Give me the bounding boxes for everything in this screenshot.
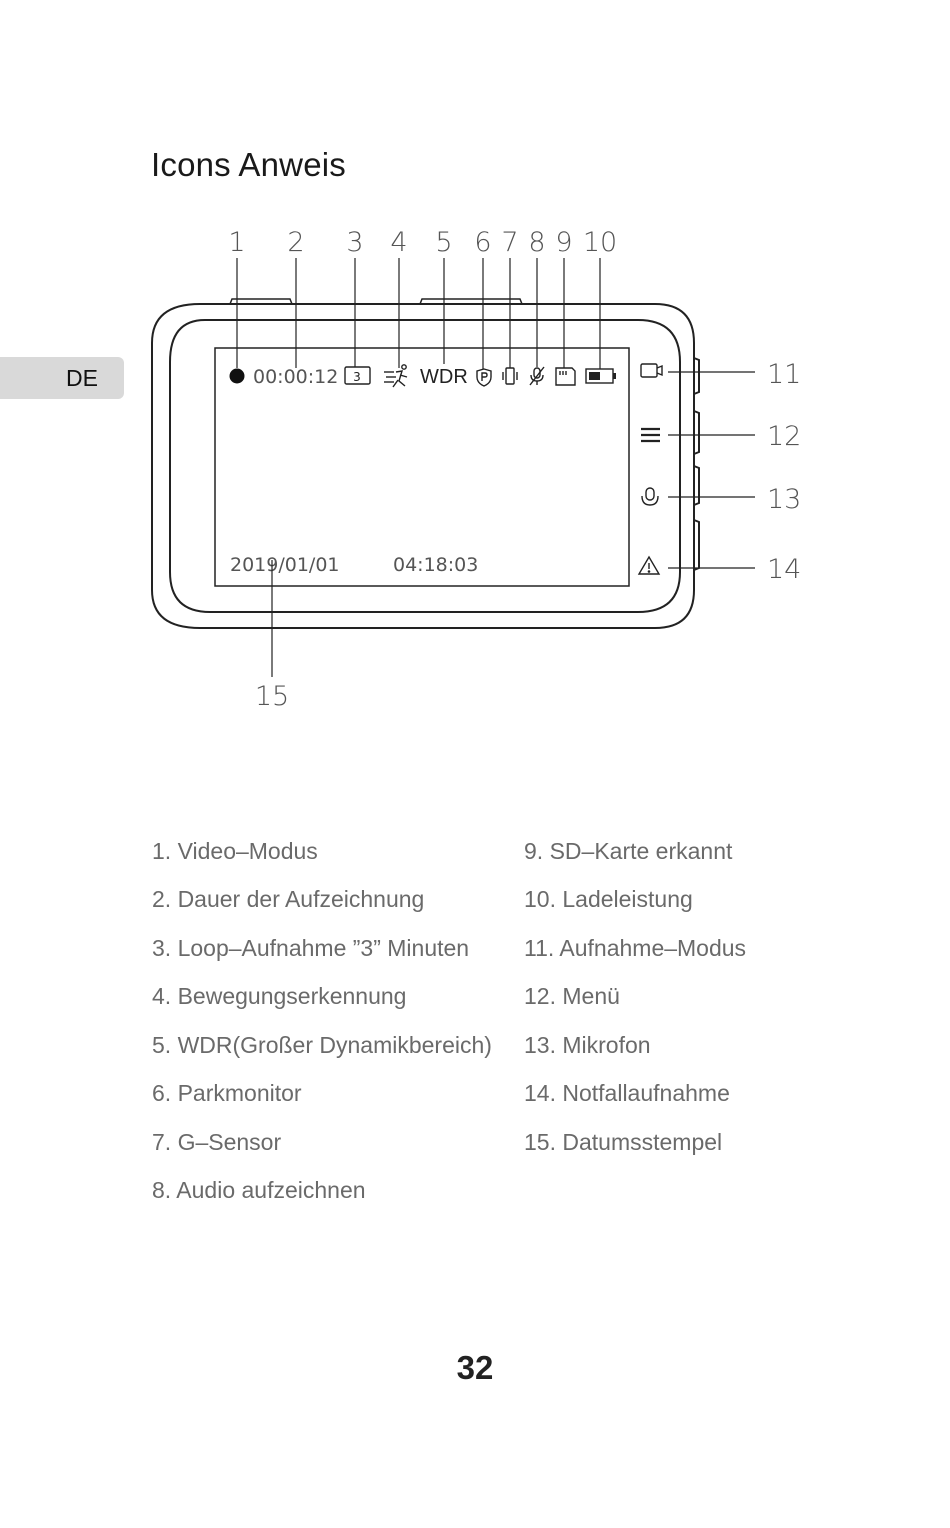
- callout-7: 7: [501, 227, 519, 258]
- legend-item: 15. Datumsstempel: [524, 1129, 723, 1155]
- legend-item: 9. SD–Karte erkannt: [524, 838, 733, 864]
- legend-item: 5. WDR(Großer Dynamikbereich): [152, 1032, 492, 1058]
- callout-5: 5: [435, 227, 453, 258]
- record-dot-icon: [230, 369, 245, 384]
- legend-item: 12. Menü: [524, 983, 620, 1009]
- menu-icon: [641, 429, 660, 441]
- callout-13: 13: [767, 484, 802, 515]
- loop-minutes: 3: [353, 370, 361, 384]
- wdr-label: WDR: [420, 366, 468, 388]
- legend-item: 3. Loop–Aufnahme ”3” Minuten: [152, 935, 470, 961]
- record-time: 00:00:12: [253, 366, 339, 388]
- legend-item: 6. Parkmonitor: [152, 1080, 302, 1106]
- emergency-warning-icon: [639, 557, 659, 574]
- legend-item: 14. Notfallaufnahme: [524, 1080, 730, 1106]
- callout-1: 1: [228, 227, 246, 258]
- callout-10: 10: [582, 227, 618, 258]
- callout-9: 9: [555, 227, 573, 258]
- legend-item: 1. Video–Modus: [152, 838, 318, 864]
- callout-14: 14: [767, 554, 802, 585]
- motion-detection-icon: [384, 365, 407, 387]
- audio-muted-icon: [530, 367, 544, 385]
- recording-mode-icon: [641, 364, 662, 377]
- page-number: 32: [456, 1349, 494, 1386]
- page-title: Icons Anweis: [151, 146, 347, 183]
- callout-8: 8: [528, 227, 546, 258]
- callout-11: 11: [767, 359, 802, 390]
- battery-icon: [586, 369, 616, 383]
- time-stamp: 04:18:03: [393, 554, 479, 576]
- callout-3: 3: [346, 227, 364, 258]
- g-sensor-icon: [503, 368, 517, 384]
- sd-card-icon: [556, 368, 575, 385]
- callout-12: 12: [767, 421, 802, 452]
- legend-right: [524, 838, 824, 1168]
- legend-item: 7. G–Sensor: [152, 1129, 282, 1155]
- language-label: DE: [66, 365, 98, 391]
- legend-item: 10. Ladeleistung: [524, 886, 693, 912]
- legend-left: [152, 838, 522, 1218]
- callout-15: 15: [254, 681, 290, 712]
- device-body: [152, 304, 694, 628]
- parking-monitor-icon: [477, 369, 491, 386]
- callout-6: 6: [474, 227, 492, 258]
- date-stamp: 2019/01/01: [230, 554, 340, 576]
- legend-item: 13. Mikrofon: [524, 1032, 651, 1058]
- callout-4: 4: [390, 227, 408, 258]
- legend-item: 4. Bewegungserkennung: [152, 983, 407, 1009]
- legend-item: 11. Aufnahme–Modus: [524, 935, 747, 961]
- legend-item: 2. Dauer der Aufzeichnung: [152, 886, 425, 912]
- legend-item: 8. Audio aufzeichnen: [152, 1177, 366, 1203]
- dashcam-diagram: [0, 0, 950, 760]
- microphone-icon: [642, 488, 658, 505]
- callout-2: 2: [287, 227, 305, 258]
